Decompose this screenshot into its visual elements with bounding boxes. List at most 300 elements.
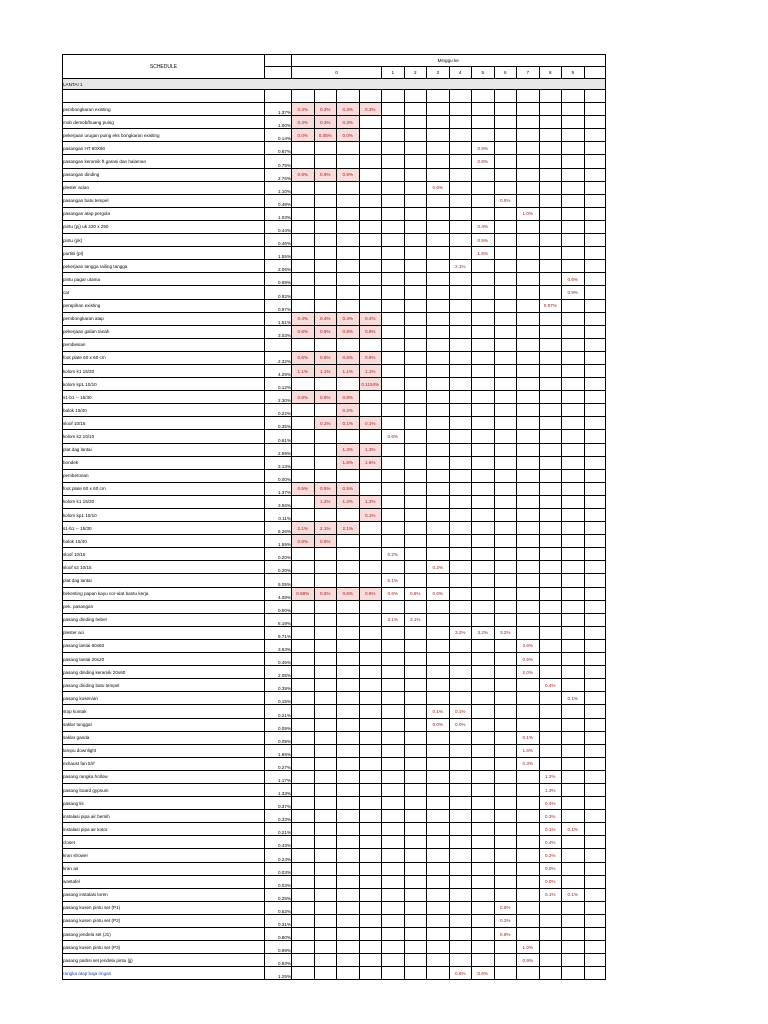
progress-cell xyxy=(472,561,495,574)
progress-cell xyxy=(494,273,517,286)
progress-cell xyxy=(404,914,427,927)
activity-name: foot plate 60 x 60 cm xyxy=(63,351,265,364)
progress-cell xyxy=(404,181,427,194)
progress-cell xyxy=(404,234,427,247)
table-row xyxy=(63,862,606,875)
empty-cell xyxy=(292,90,315,103)
progress-cell xyxy=(584,626,605,639)
progress-cell xyxy=(539,914,562,927)
progress-cell xyxy=(427,312,450,325)
progress-cell xyxy=(584,967,605,980)
progress-cell xyxy=(517,810,540,823)
progress-cell xyxy=(539,692,562,705)
progress-cell xyxy=(359,247,382,260)
progress-cell xyxy=(337,194,360,207)
progress-cell xyxy=(359,338,382,351)
progress-cell xyxy=(292,666,315,679)
activity-name: sloof 10/15 xyxy=(63,417,265,430)
progress-cell: 2.1% xyxy=(314,522,337,535)
activity-weight: 0.09% xyxy=(265,718,292,731)
table-row xyxy=(63,522,606,535)
activity-name: stop kontak xyxy=(63,705,265,718)
progress-cell xyxy=(584,220,605,233)
week-1-header: 1 xyxy=(382,67,405,79)
progress-cell xyxy=(584,312,605,325)
progress-cell xyxy=(584,155,605,168)
week-4-header: 4 xyxy=(449,67,472,79)
progress-cell xyxy=(494,561,517,574)
progress-cell xyxy=(314,469,337,482)
progress-cell xyxy=(427,404,450,417)
progress-cell xyxy=(584,181,605,194)
progress-cell xyxy=(427,482,450,495)
table-row xyxy=(63,705,606,718)
progress-cell xyxy=(539,901,562,914)
progress-cell xyxy=(494,954,517,967)
progress-cell xyxy=(427,653,450,666)
table-row xyxy=(63,168,606,181)
progress-cell xyxy=(382,967,405,980)
progress-cell xyxy=(472,103,495,116)
activity-name: pasangan HT 60X60 xyxy=(63,142,265,155)
progress-cell xyxy=(584,443,605,456)
progress-cell xyxy=(539,653,562,666)
progress-cell xyxy=(517,574,540,587)
progress-cell xyxy=(517,495,540,508)
progress-cell xyxy=(382,810,405,823)
progress-cell xyxy=(562,482,585,495)
progress-cell xyxy=(427,535,450,548)
progress-cell: 3.1% xyxy=(382,613,405,626)
weight-header-blank xyxy=(265,67,292,79)
progress-cell xyxy=(449,849,472,862)
activity-name: wastafel xyxy=(63,875,265,888)
progress-cell xyxy=(359,181,382,194)
progress-cell xyxy=(449,823,472,836)
progress-cell xyxy=(337,181,360,194)
progress-cell xyxy=(359,548,382,561)
activity-weight: 0.24% xyxy=(265,849,292,862)
progress-cell xyxy=(404,810,427,823)
activity-weight: 1.00% xyxy=(265,116,292,129)
progress-cell: 0.0% xyxy=(539,875,562,888)
progress-cell xyxy=(539,404,562,417)
progress-cell xyxy=(517,862,540,875)
table-row xyxy=(63,770,606,783)
activity-weight: 0.20% xyxy=(265,548,292,561)
progress-cell xyxy=(494,849,517,862)
table-row xyxy=(63,155,606,168)
progress-cell xyxy=(314,744,337,757)
progress-cell xyxy=(472,338,495,351)
table-row xyxy=(63,286,606,299)
progress-cell: 0.0% xyxy=(449,718,472,731)
table-row xyxy=(63,692,606,705)
progress-cell xyxy=(494,679,517,692)
progress-cell xyxy=(584,509,605,522)
progress-cell xyxy=(427,731,450,744)
progress-cell xyxy=(292,548,315,561)
progress-cell xyxy=(314,273,337,286)
progress-cell xyxy=(382,391,405,404)
activity-name: pembesian xyxy=(63,338,265,351)
progress-cell xyxy=(337,757,360,770)
activity-weight: 0.48% xyxy=(265,194,292,207)
progress-cell xyxy=(562,718,585,731)
progress-cell xyxy=(337,653,360,666)
progress-cell xyxy=(337,378,360,391)
progress-cell: 0.8% xyxy=(337,325,360,338)
progress-cell xyxy=(449,155,472,168)
progress-cell xyxy=(337,901,360,914)
progress-cell xyxy=(539,364,562,377)
progress-cell xyxy=(292,404,315,417)
activity-name: pasang lantai 20x20 xyxy=(63,653,265,666)
progress-cell xyxy=(427,194,450,207)
progress-cell xyxy=(494,653,517,666)
activity-name: foot plate 60 x 60 cm xyxy=(63,482,265,495)
activity-weight: 1.59% xyxy=(265,535,292,548)
progress-cell xyxy=(562,836,585,849)
progress-cell xyxy=(494,129,517,142)
progress-cell xyxy=(292,770,315,783)
progress-cell xyxy=(314,286,337,299)
progress-cell: 1.3% xyxy=(359,443,382,456)
progress-cell xyxy=(382,954,405,967)
progress-cell xyxy=(427,626,450,639)
activity-name: pembongkaran existing xyxy=(63,103,265,116)
progress-cell xyxy=(472,509,495,522)
progress-cell xyxy=(584,404,605,417)
progress-cell xyxy=(562,404,585,417)
progress-cell xyxy=(539,234,562,247)
empty-cell xyxy=(382,90,405,103)
progress-cell xyxy=(404,378,427,391)
progress-cell xyxy=(359,273,382,286)
progress-cell xyxy=(562,941,585,954)
progress-cell xyxy=(562,600,585,613)
progress-cell xyxy=(517,718,540,731)
progress-cell xyxy=(494,155,517,168)
progress-cell xyxy=(562,391,585,404)
progress-cell xyxy=(292,941,315,954)
progress-cell xyxy=(472,273,495,286)
progress-cell xyxy=(404,443,427,456)
activity-weight: 1.17% xyxy=(265,770,292,783)
progress-cell xyxy=(539,548,562,561)
progress-cell: 1.1% xyxy=(314,364,337,377)
table-row xyxy=(63,613,606,626)
progress-cell xyxy=(292,901,315,914)
progress-cell: 0.1% xyxy=(562,692,585,705)
activity-weight: 1.10% xyxy=(265,181,292,194)
activity-weight: 0.46% xyxy=(265,234,292,247)
progress-cell: 0.2% xyxy=(427,561,450,574)
progress-cell xyxy=(517,770,540,783)
table-row xyxy=(63,391,606,404)
progress-cell xyxy=(314,849,337,862)
progress-cell xyxy=(292,600,315,613)
progress-cell xyxy=(584,587,605,600)
section-row-lantai-1 xyxy=(63,79,606,90)
activity-name: pekerjaan urugan puing eks bongkaran existing xyxy=(63,129,265,142)
progress-cell: 0.0% xyxy=(337,129,360,142)
progress-cell xyxy=(382,351,405,364)
progress-cell xyxy=(337,744,360,757)
progress-cell xyxy=(359,862,382,875)
progress-cell xyxy=(427,692,450,705)
progress-cell xyxy=(427,862,450,875)
progress-cell xyxy=(562,194,585,207)
progress-cell: 0.5% xyxy=(494,194,517,207)
progress-cell xyxy=(449,325,472,338)
table-row xyxy=(63,116,606,129)
progress-cell xyxy=(562,928,585,941)
progress-cell xyxy=(562,679,585,692)
activity-weight: 0.27% xyxy=(265,757,292,770)
progress-cell xyxy=(584,823,605,836)
progress-cell xyxy=(449,954,472,967)
progress-cell: 0.3% xyxy=(337,116,360,129)
progress-cell: 0.6% xyxy=(359,351,382,364)
activity-weight: 2.30% xyxy=(265,391,292,404)
progress-cell xyxy=(382,600,405,613)
progress-cell xyxy=(539,247,562,260)
progress-cell xyxy=(562,443,585,456)
activity-weight: 6.19% xyxy=(265,613,292,626)
activity-weight: 1.03% xyxy=(265,207,292,220)
table-row xyxy=(63,469,606,482)
progress-cell xyxy=(584,875,605,888)
progress-cell xyxy=(539,417,562,430)
progress-cell xyxy=(382,247,405,260)
table-row xyxy=(63,482,606,495)
progress-cell xyxy=(337,613,360,626)
progress-cell xyxy=(472,888,495,901)
activity-weight: 0.15% xyxy=(265,692,292,705)
progress-cell xyxy=(427,810,450,823)
progress-cell xyxy=(382,783,405,796)
activity-name: bekesting papan kayu cor-alat bantu kerja xyxy=(63,587,265,600)
minggu-ke-label: Minggu ke xyxy=(292,55,606,67)
progress-cell xyxy=(494,220,517,233)
progress-cell xyxy=(494,770,517,783)
progress-cell xyxy=(427,836,450,849)
progress-cell xyxy=(427,430,450,443)
progress-cell xyxy=(517,391,540,404)
progress-cell xyxy=(427,391,450,404)
progress-cell: 0.6% xyxy=(314,351,337,364)
spacer-row xyxy=(63,90,606,103)
progress-cell xyxy=(539,456,562,469)
progress-cell xyxy=(449,116,472,129)
progress-cell xyxy=(584,116,605,129)
progress-cell xyxy=(584,247,605,260)
progress-cell xyxy=(494,731,517,744)
progress-cell xyxy=(494,797,517,810)
progress-cell xyxy=(337,718,360,731)
progress-cell xyxy=(314,600,337,613)
progress-cell: 0.3% xyxy=(314,116,337,129)
progress-cell xyxy=(314,207,337,220)
progress-cell xyxy=(382,561,405,574)
progress-cell xyxy=(404,705,427,718)
progress-cell xyxy=(517,220,540,233)
progress-cell xyxy=(494,378,517,391)
table-row xyxy=(63,299,606,312)
progress-cell: 1.2% xyxy=(539,770,562,783)
progress-cell xyxy=(337,888,360,901)
progress-cell xyxy=(427,679,450,692)
progress-cell xyxy=(562,469,585,482)
progress-cell xyxy=(404,338,427,351)
progress-cell xyxy=(539,142,562,155)
progress-cell xyxy=(359,967,382,980)
progress-cell xyxy=(292,299,315,312)
activity-weight: 0.14% xyxy=(265,129,292,142)
progress-cell: 1.2% xyxy=(314,495,337,508)
progress-cell xyxy=(292,954,315,967)
progress-cell xyxy=(404,364,427,377)
progress-cell xyxy=(382,744,405,757)
progress-cell xyxy=(584,417,605,430)
progress-cell xyxy=(292,783,315,796)
progress-cell xyxy=(449,417,472,430)
progress-cell: 0.3% xyxy=(359,103,382,116)
empty-cell xyxy=(314,90,337,103)
progress-cell xyxy=(359,600,382,613)
progress-cell xyxy=(562,613,585,626)
progress-cell xyxy=(562,875,585,888)
progress-cell xyxy=(562,299,585,312)
progress-cell xyxy=(427,770,450,783)
progress-cell xyxy=(494,286,517,299)
section-label: LANTAI 1 xyxy=(63,79,606,90)
progress-cell xyxy=(539,469,562,482)
progress-cell xyxy=(314,888,337,901)
activity-name: pasang instalasi toren xyxy=(63,888,265,901)
table-row xyxy=(63,312,606,325)
progress-cell xyxy=(449,561,472,574)
progress-cell xyxy=(517,535,540,548)
progress-cell xyxy=(314,561,337,574)
progress-cell xyxy=(359,797,382,810)
progress-cell xyxy=(449,469,472,482)
progress-cell xyxy=(337,783,360,796)
progress-cell xyxy=(359,888,382,901)
progress-cell xyxy=(427,364,450,377)
progress-cell xyxy=(382,338,405,351)
empty-cell xyxy=(427,90,450,103)
progress-cell: 0.6% xyxy=(427,181,450,194)
progress-cell xyxy=(359,705,382,718)
progress-cell xyxy=(517,914,540,927)
progress-cell xyxy=(359,849,382,862)
progress-cell xyxy=(562,770,585,783)
activity-weight: 0.20% xyxy=(265,561,292,574)
activity-name: cat xyxy=(63,286,265,299)
progress-cell: 0.1% xyxy=(539,823,562,836)
progress-cell xyxy=(562,312,585,325)
progress-cell xyxy=(494,862,517,875)
progress-cell: 0.4% xyxy=(539,836,562,849)
table-row xyxy=(63,378,606,391)
progress-cell xyxy=(427,967,450,980)
progress-cell xyxy=(494,574,517,587)
progress-cell xyxy=(382,639,405,652)
week-2-header: 2 xyxy=(404,67,427,79)
progress-cell xyxy=(584,718,605,731)
progress-cell xyxy=(382,469,405,482)
progress-cell xyxy=(449,783,472,796)
progress-cell xyxy=(314,574,337,587)
progress-cell xyxy=(337,299,360,312)
empty-cell xyxy=(265,90,292,103)
activity-name: rangka atap baja ringan xyxy=(63,967,265,980)
empty-cell xyxy=(63,90,265,103)
progress-cell xyxy=(382,653,405,666)
activity-weight: 1.65% xyxy=(265,744,292,757)
progress-cell xyxy=(449,168,472,181)
table-row xyxy=(63,954,606,967)
progress-cell xyxy=(562,574,585,587)
activity-name: pasangan atap pergola xyxy=(63,207,265,220)
activity-name: kolom kp1 10/10 xyxy=(63,378,265,391)
progress-cell xyxy=(292,888,315,901)
progress-cell xyxy=(427,142,450,155)
progress-cell xyxy=(449,194,472,207)
progress-cell: 0.1% xyxy=(562,888,585,901)
progress-cell xyxy=(539,718,562,731)
progress-cell xyxy=(517,783,540,796)
progress-cell xyxy=(359,469,382,482)
activity-name: pasang kusen pintu set (P2) xyxy=(63,914,265,927)
progress-cell xyxy=(427,901,450,914)
progress-cell xyxy=(472,351,495,364)
progress-cell xyxy=(472,823,495,836)
progress-cell xyxy=(292,378,315,391)
progress-cell xyxy=(562,914,585,927)
progress-cell xyxy=(427,600,450,613)
progress-cell xyxy=(584,129,605,142)
progress-cell xyxy=(292,744,315,757)
progress-cell xyxy=(449,731,472,744)
progress-cell xyxy=(494,692,517,705)
progress-cell xyxy=(472,260,495,273)
progress-cell xyxy=(404,600,427,613)
progress-cell xyxy=(314,181,337,194)
progress-cell xyxy=(472,129,495,142)
progress-cell xyxy=(562,509,585,522)
activity-name: kolom k1 15/30 xyxy=(63,364,265,377)
progress-cell xyxy=(382,495,405,508)
progress-cell xyxy=(584,810,605,823)
progress-cell xyxy=(472,613,495,626)
progress-cell xyxy=(359,220,382,233)
progress-cell xyxy=(382,312,405,325)
progress-cell xyxy=(539,535,562,548)
progress-cell xyxy=(359,770,382,783)
progress-cell xyxy=(427,103,450,116)
table-row xyxy=(63,404,606,417)
progress-cell xyxy=(584,535,605,548)
progress-cell xyxy=(584,679,605,692)
progress-cell xyxy=(584,705,605,718)
progress-cell xyxy=(584,757,605,770)
progress-cell xyxy=(427,757,450,770)
progress-cell: 0.5% xyxy=(314,482,337,495)
progress-cell: 0.5% xyxy=(292,482,315,495)
